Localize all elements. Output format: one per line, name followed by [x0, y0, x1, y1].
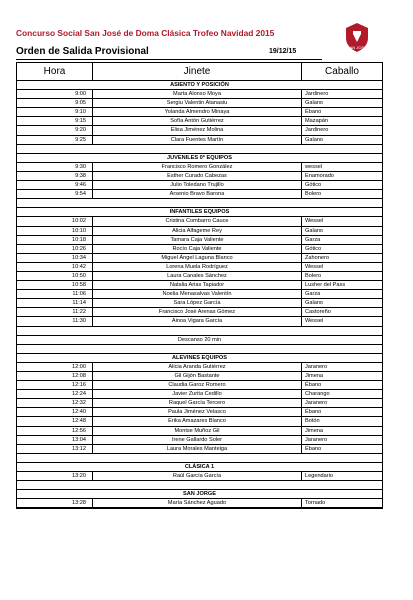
cell-caballo: Enamorado	[305, 172, 334, 179]
cell-caballo: Garza	[305, 291, 321, 298]
table-row	[17, 245, 382, 254]
cell-jinete: Javier Zurita Cedillo	[93, 390, 302, 398]
cell-jinete: Yolanda Almendro Minaya	[93, 108, 302, 116]
table-row	[17, 190, 382, 199]
break-note: Descanso 20 min	[17, 336, 382, 345]
table-row	[17, 254, 382, 263]
cell-hora: 12:32	[17, 399, 93, 407]
cell-caballo: Jaranero	[305, 436, 328, 443]
cell-jinete: Ainoa Vigara García	[93, 317, 302, 325]
table-row	[17, 372, 382, 381]
cell-hora: 13:04	[17, 436, 93, 444]
cell-jinete: Montse Muñoz Gil	[93, 427, 302, 435]
table-row	[17, 299, 382, 308]
cell-hora: 12:56	[17, 427, 93, 435]
cell-hora: 9:25	[17, 136, 93, 144]
table-row	[17, 136, 382, 145]
cell-caballo: Botón	[305, 418, 320, 425]
cell-hora: 9:38	[17, 172, 93, 180]
document-date: 19/12/15	[269, 48, 297, 55]
cell-caballo: Jaranero	[305, 363, 328, 370]
cell-hora: 9:10	[17, 108, 93, 116]
cell-jinete: Erika Amazares Blanco	[93, 417, 302, 425]
cell-hora: 10:18	[17, 236, 93, 244]
cell-caballo: Jardinero	[305, 91, 329, 98]
cell-caballo: Mazapán	[305, 118, 329, 125]
club-logo	[344, 22, 370, 54]
spacer-row	[17, 345, 382, 354]
cell-hora: 10:34	[17, 254, 93, 262]
cell-hora: 13:20	[17, 472, 93, 480]
cell-jinete: Laura Canales Sánchez	[93, 272, 302, 280]
cell-hora: 12:24	[17, 390, 93, 398]
cell-jinete: Marta Alonso Moya	[93, 90, 302, 98]
schedule-table	[16, 62, 383, 509]
section-title: JUVENILES 0* EQUIPOS	[17, 154, 382, 163]
table-row	[17, 436, 382, 445]
cell-jinete: Esther Curado Cabezas	[93, 172, 302, 180]
table-row	[17, 399, 382, 408]
cell-jinete: Sara López García	[93, 299, 302, 307]
table-row	[17, 99, 382, 108]
cell-caballo: Ébano	[305, 109, 322, 116]
table-row	[17, 227, 382, 236]
cell-jinete: Elisa Jiménez Molina	[93, 126, 302, 134]
table-row	[17, 317, 382, 326]
table-row	[17, 163, 382, 172]
cell-jinete: Irene Gallardo Soler	[93, 436, 302, 444]
cell-hora: 12:16	[17, 381, 93, 389]
spacer-row	[17, 327, 382, 336]
table-row	[17, 308, 382, 317]
cell-jinete: Gil Gijón Bastante	[93, 372, 302, 380]
table-row	[17, 217, 382, 226]
cell-jinete: Sergiu Valentin Atanasiu	[93, 99, 302, 107]
cell-caballo: Galano	[305, 227, 324, 234]
column-hora: Hora	[17, 63, 93, 80]
svg-text:SAN JOSÉ: SAN JOSÉ	[347, 45, 367, 50]
cell-caballo: Bolero	[305, 191, 322, 198]
column-caballo: Caballo	[325, 66, 359, 77]
cell-caballo: Gótico	[305, 245, 322, 252]
cell-hora: 10:50	[17, 272, 93, 280]
cell-caballo: Jimena	[305, 373, 324, 379]
cell-caballo: Ébano	[305, 445, 322, 452]
cell-hora: 9:05	[17, 99, 93, 107]
cell-jinete: Noelia Menasalvas Valentín	[93, 290, 302, 298]
cell-hora: 12:08	[17, 372, 93, 380]
table-row	[17, 236, 382, 245]
cell-hora: 9:54	[17, 190, 93, 198]
cell-caballo: Jardinero	[305, 127, 329, 134]
table-row	[17, 172, 382, 181]
cell-jinete: Julio Toledano Trujillo	[93, 181, 302, 189]
cell-jinete: Alicia Alfageme Rey	[93, 227, 302, 235]
cell-hora: 12:40	[17, 408, 93, 416]
cell-jinete: Rocío Caja Valiente	[93, 245, 302, 253]
cell-jinete: Francisco Romero González	[93, 163, 302, 171]
header-rule	[16, 59, 322, 60]
cell-hora: 10:10	[17, 227, 93, 235]
cell-hora: 13:12	[17, 445, 93, 453]
cell-caballo: Zahonero	[305, 254, 329, 261]
cell-jinete: Tamara Caja Valiente	[93, 236, 302, 244]
cell-hora: 9:20	[17, 126, 93, 134]
cell-caballo: Charango	[305, 391, 330, 398]
table-header	[17, 63, 382, 81]
cell-hora: 10:58	[17, 281, 93, 289]
table-row	[17, 472, 382, 481]
section-title: ALEVINES EQUIPOS	[17, 354, 382, 363]
cell-caballo: Ébano	[305, 409, 322, 416]
cell-caballo: Galano	[305, 300, 324, 307]
cell-caballo: Castoreño	[305, 309, 331, 316]
table-row	[17, 363, 382, 372]
cell-jinete: Clara Fuentes Martín	[93, 136, 302, 144]
cell-jinete: Paula Jiménez Velasco	[93, 408, 302, 416]
cell-hora: 9:15	[17, 117, 93, 125]
cell-hora: 9:30	[17, 163, 93, 171]
section-title: CLÁSICA 1	[17, 463, 382, 472]
table-row	[17, 427, 382, 436]
section-title: ASIENTO Y POSICIÓN	[17, 81, 382, 90]
cell-hora: 9:46	[17, 181, 93, 189]
table-row	[17, 381, 382, 390]
cell-jinete: Alicia Aranda Gutiérrez	[93, 363, 302, 371]
cell-jinete: María Sánchez Aguado	[93, 499, 302, 507]
cell-caballo: Bolero	[305, 272, 322, 279]
cell-jinete: Raúl García García	[93, 472, 302, 480]
cell-caballo: Galano	[305, 136, 324, 143]
spacer-row	[17, 199, 382, 208]
section-title: INFANTILES EQUIPOS	[17, 208, 382, 217]
cell-caballo: Jimena	[305, 427, 324, 434]
cell-caballo: Galano	[305, 100, 324, 107]
column-jinete: Jinete	[93, 63, 302, 80]
document-title: Concurso Social San José de Doma Clásica Trofeo Navidad 2015	[16, 28, 275, 38]
spacer-row	[17, 481, 382, 490]
cell-hora: 11:30	[17, 317, 93, 325]
cell-jinete: Arsenio Bravo Barona	[93, 190, 302, 198]
table-row	[17, 272, 382, 281]
cell-hora: 13:28	[17, 499, 93, 507]
cell-jinete: Sofía Antón Gutiérrez	[93, 117, 302, 125]
spacer-row	[17, 145, 382, 154]
spacer-row	[17, 454, 382, 463]
cell-jinete: Lorena Muela Rodríguez	[93, 263, 302, 271]
cell-jinete: Claudia Garoz Romero	[93, 381, 302, 389]
cell-hora: 10:02	[17, 217, 93, 225]
table-row	[17, 499, 382, 508]
table-row	[17, 290, 382, 299]
cell-jinete: Laura Morales Manteiga	[93, 445, 302, 453]
cell-caballo: Ébano	[305, 382, 322, 389]
cell-caballo: Wessel	[305, 218, 324, 225]
cell-hora: 11:14	[17, 299, 93, 307]
table-row	[17, 263, 382, 272]
table-row	[17, 126, 382, 135]
cell-jinete: Raquel García Tercero	[93, 399, 302, 407]
table-row	[17, 390, 382, 399]
cell-hora: 10:26	[17, 245, 93, 253]
cell-caballo: Tornado	[305, 500, 326, 507]
cell-hora: 11:22	[17, 308, 93, 316]
table-row	[17, 117, 382, 126]
cell-caballo: Wessel	[305, 318, 324, 325]
cell-hora: 12:48	[17, 417, 93, 425]
cell-jinete: Natalia Arias Tapiador	[93, 281, 302, 289]
table-row	[17, 108, 382, 117]
cell-hora: 9:00	[17, 90, 93, 98]
section-title: SAN JORGE	[17, 490, 382, 499]
table-row	[17, 408, 382, 417]
table-row	[17, 417, 382, 426]
cell-hora: 10:42	[17, 263, 93, 271]
cell-caballo: Garza	[305, 236, 321, 243]
cell-jinete: Francisco José Arenas Gómez	[93, 308, 302, 316]
cell-caballo: wessel	[305, 163, 323, 170]
cell-jinete: Miguel Ángel Laguna Blanco	[93, 254, 302, 262]
cell-jinete: Cristina Combarro Cauce	[93, 217, 302, 225]
cell-caballo: Legendario	[305, 473, 333, 480]
table-row	[17, 445, 382, 454]
table-row	[17, 181, 382, 190]
table-row	[17, 281, 382, 290]
cell-caballo: Lusher del Pass	[305, 282, 346, 289]
cell-hora: 12:00	[17, 363, 93, 371]
table-row	[17, 90, 382, 99]
cell-caballo: Wessel	[305, 263, 324, 270]
page-subtitle: Orden de Salida Provisional	[16, 46, 149, 57]
cell-caballo: Jaranero	[305, 400, 328, 407]
cell-caballo: Gótico	[305, 182, 322, 189]
cell-hora: 11:06	[17, 290, 93, 298]
